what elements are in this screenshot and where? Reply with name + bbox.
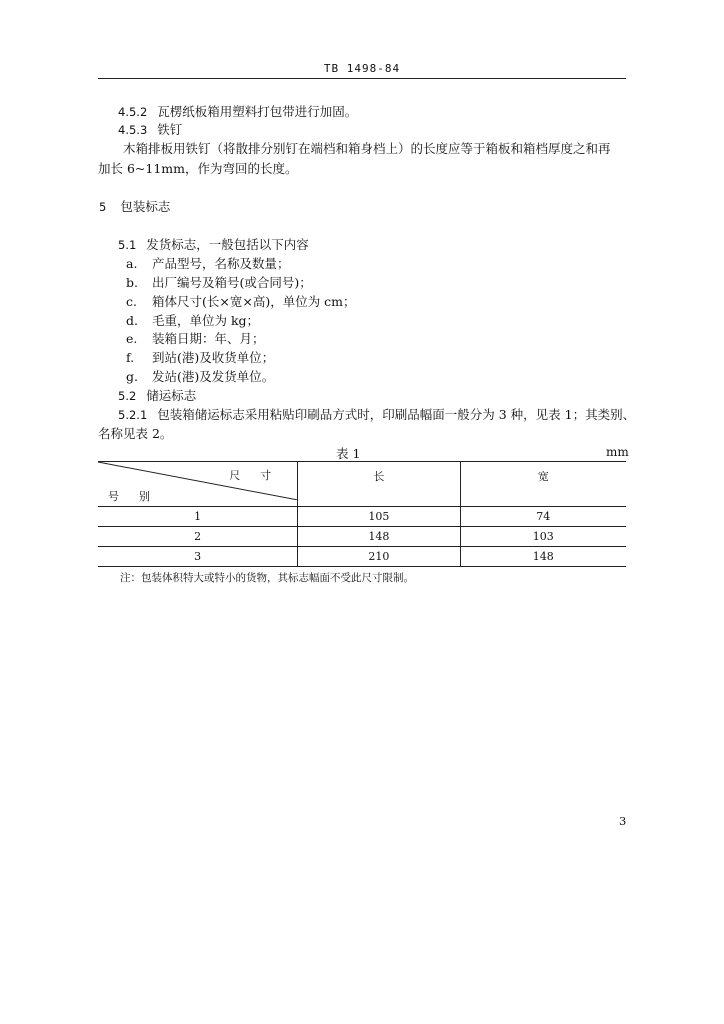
cell-width: 148 (460, 547, 626, 567)
list-item (126, 313, 259, 329)
list-text: 到站(港)及收货单位； (152, 350, 275, 365)
diagonal-header-cell (98, 462, 298, 507)
header-length: 长 (298, 462, 460, 507)
table-note: 注：包装体积特大或特小的货物，其标志幅面不受此尺寸限制。 (120, 572, 414, 584)
list-item (126, 256, 290, 272)
list-text: 出厂编号及箱号(或合同号)； (152, 275, 312, 290)
list-item (126, 294, 356, 310)
clause-number: 5.1 (118, 238, 137, 252)
table-header-row (98, 462, 626, 507)
size-table (98, 461, 626, 567)
list-letter: c. (126, 294, 137, 309)
cell-length: 148 (298, 527, 460, 547)
list-letter: g. (126, 369, 138, 384)
clause-number: 4.5.3 (118, 123, 148, 137)
list-letter: f. (126, 350, 135, 365)
clause-4-5-2 (118, 104, 357, 120)
table-row (98, 507, 626, 527)
list-letter: b. (126, 275, 138, 290)
section-number: 5 (99, 200, 107, 214)
clause-number: 5.2 (118, 389, 137, 403)
header-rule (98, 78, 626, 79)
page-number: 3 (619, 814, 627, 828)
list-item (126, 350, 274, 366)
section-title: 包装标志 (120, 199, 171, 214)
cell-no: 1 (98, 507, 298, 527)
clause-5-1 (118, 237, 309, 253)
clause-text: 发货标志，一般包括以下内容 (146, 237, 309, 252)
list-letter: a. (126, 256, 138, 271)
table-row (98, 547, 626, 567)
clause-number: 4.5.2 (118, 105, 148, 119)
paragraph-line: 名称见表 2。 (98, 426, 173, 441)
list-letter: d. (126, 313, 138, 328)
paragraph-line: 木箱排板用铁钉（将散排分别钉在端档和箱身档上）的长度应等于箱板和箱档厚度之和再 (123, 141, 611, 156)
clause-number: 5.2.1 (118, 408, 148, 422)
clause-text: 储运标志 (146, 388, 197, 403)
cell-width: 103 (460, 527, 626, 547)
section-5-heading (99, 199, 170, 215)
list-item (126, 275, 312, 291)
table-unit: mm (606, 445, 629, 459)
list-text: 箱体尺寸(长×宽×高)，单位为 cm； (152, 294, 356, 309)
list-item (126, 331, 265, 347)
clause-text: 瓦楞纸板箱用塑料打包带进行加固。 (157, 104, 358, 119)
paragraph-line: 加长 6~11mm，作为弯回的长度。 (98, 161, 298, 176)
list-text: 装箱日期：年、月； (152, 331, 265, 346)
clause-text: 铁钉 (157, 122, 183, 137)
header-width: 宽 (460, 462, 626, 507)
list-text: 发站(港)及发货单位。 (152, 369, 275, 384)
standard-code: TB 1498-84 (323, 62, 401, 75)
list-item (126, 369, 274, 385)
clause-text: 包装箱储运标志采用粘贴印刷品方式时，印刷品幅面一般分为 3 种，见表 1；其类别、 (157, 407, 636, 422)
clause-4-5-3 (118, 122, 182, 138)
cell-length: 105 (298, 507, 460, 527)
header-number-label: 号别 (108, 490, 170, 503)
cell-width: 74 (460, 507, 626, 527)
table-row (98, 527, 626, 547)
list-letter: e. (126, 331, 138, 346)
table-caption: 表 1 (336, 446, 361, 461)
cell-no: 3 (98, 547, 298, 567)
clause-5-2 (118, 388, 196, 404)
list-text: 产品型号，名称及数量； (152, 256, 290, 271)
list-text: 毛重，单位为 kg； (152, 313, 260, 328)
clause-5-2-1 (118, 407, 635, 423)
cell-length: 210 (298, 547, 460, 567)
header-size-label: 尺寸 (229, 469, 292, 482)
cell-no: 2 (98, 527, 298, 547)
